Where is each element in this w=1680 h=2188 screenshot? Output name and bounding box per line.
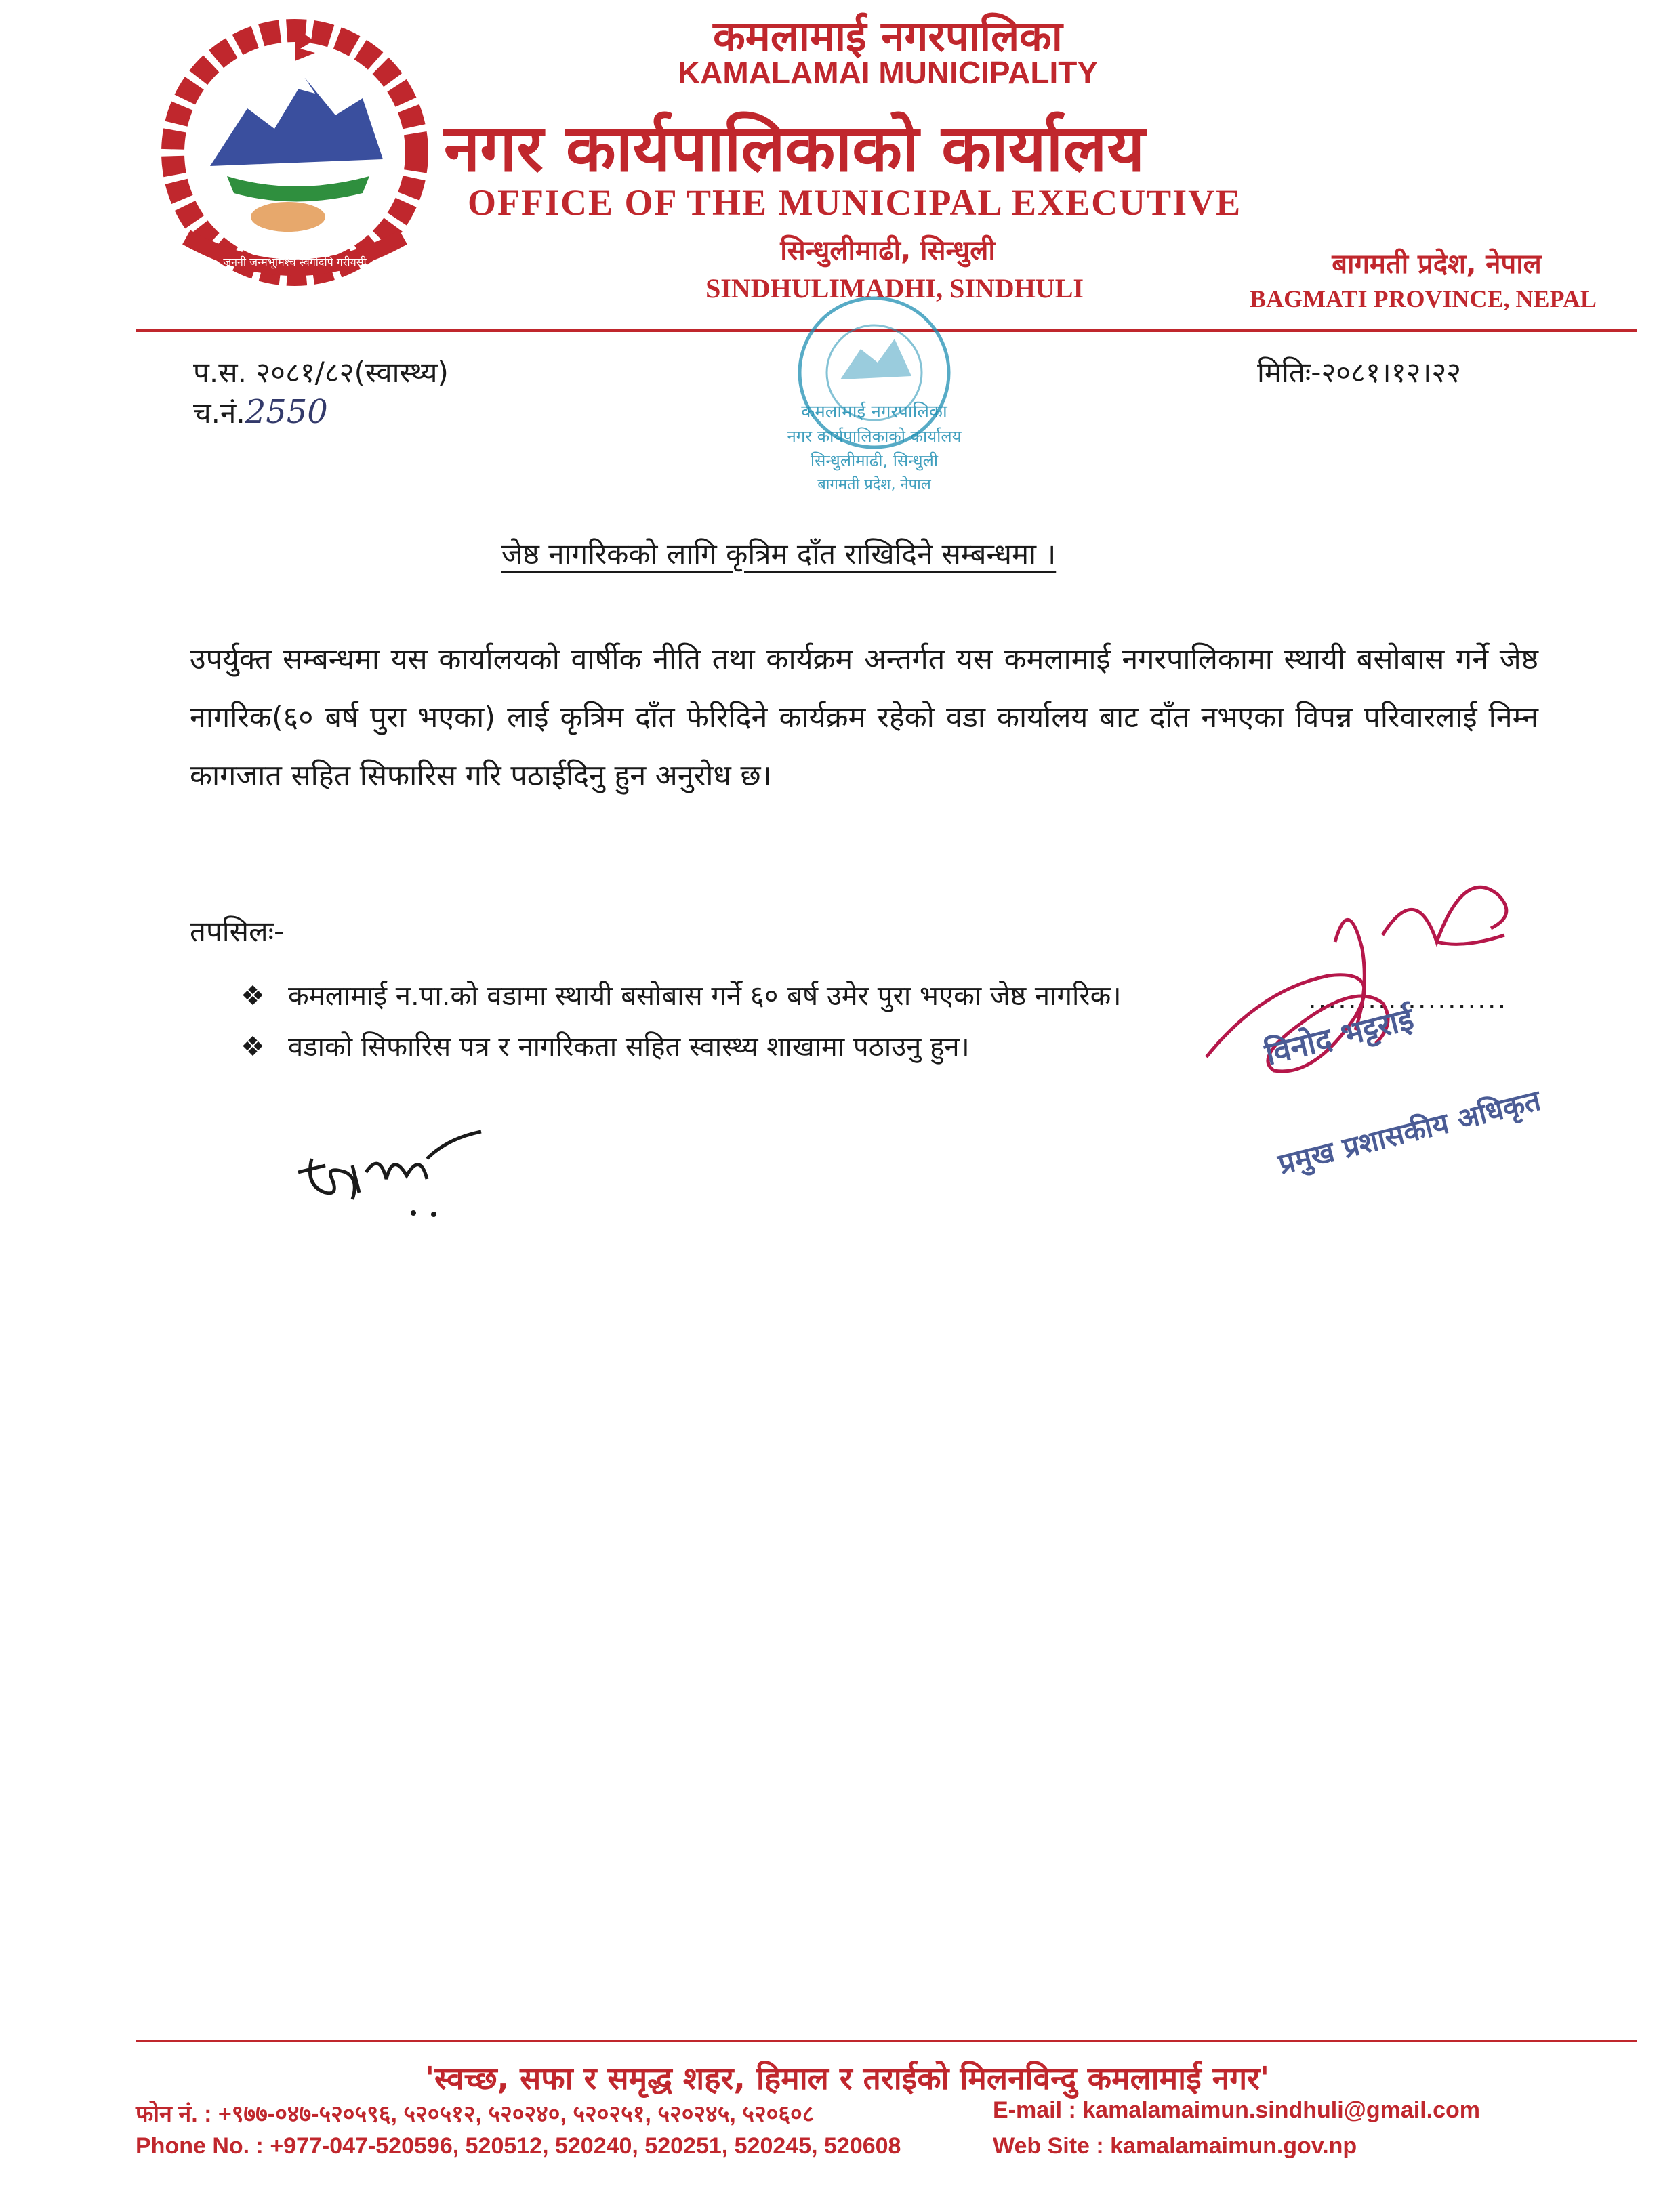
stamp-line4: बागमती प्रदेश, नेपाल — [817, 476, 931, 493]
office-stamp — [766, 285, 983, 501]
reference-number: प.स. २०८१/८२(स्वास्थ्य) — [193, 356, 449, 389]
bullet-icon: ❖ — [241, 1031, 265, 1062]
footer-email[interactable]: E-mail : kamalamaimun.sindhuli@gmail.com — [993, 2097, 1480, 2123]
stamp-line3: सिन्धुलीमाढी, सिन्धुली — [810, 451, 939, 470]
emblem-caption: जननी जन्मभूमिश्च स्वर्गादपि गरीयसी — [223, 255, 367, 268]
signature-initials — [285, 1111, 501, 1226]
footer-slogan: 'स्वच्छ, सफा र समृद्ध शहर, हिमाल र तराईको मिलनविन्दु कमलामाई नगर' — [424, 2060, 1270, 2097]
dispatch-number-row — [193, 393, 328, 432]
stamp-line2: नगर कार्यपालिकाको कार्यालय — [787, 427, 962, 446]
dispatch-number: 2550 — [245, 393, 328, 431]
province-en: BAGMATI PROVINCE, NEPAL — [1250, 285, 1597, 312]
footer-phone-np: फोन नं. : +९७७-०४७-५२०५९६, ५२०५१२, ५२०२४०, ५२०२५१, ५२०२४५, ५२०६०८ — [136, 2101, 815, 2127]
details-item-text: वडाको सिफारिस पत्र र नागरिकता सहित स्वास्थ्य शाखामा पठाउनु हुन। — [288, 1031, 970, 1062]
footer-divider — [136, 2040, 1637, 2042]
location-en: SINDHULIMADHI, SINDHULI — [705, 273, 1084, 304]
footer-phone-en: Phone No. : +977-047-520596, 520512, 520240, 520251, 520245, 520608 — [136, 2133, 901, 2159]
details-item — [241, 976, 1122, 1013]
signatory-name: विनोद भट्टराई — [1261, 999, 1418, 1073]
letter-date: मितिः-२०८१।१२।२२ — [1257, 356, 1462, 389]
details-item-text: कमलामाई न.पा.को वडामा स्थायी बसोबास गर्ने ६० बर्ष उमेर पुरा भएका जेष्ठ नागरिक। — [288, 981, 1122, 1012]
details-item — [241, 1027, 970, 1064]
signature-dots: .................... — [1308, 984, 1508, 1015]
footer-website[interactable]: Web Site : kamalamaimun.gov.np — [993, 2133, 1357, 2159]
location-np: सिन्धुलीमाढी, सिन्धुली — [780, 235, 996, 266]
nepal-emblem-icon — [146, 14, 444, 298]
province-np: बागमती प्रदेश, नेपाल — [1332, 249, 1542, 280]
office-name-np: नगर कार्यपालिकाको कार्यालय — [444, 110, 1145, 186]
dispatch-prefix: च.नं. — [193, 396, 245, 430]
municipality-name-en: KAMALAMAI MUNICIPALITY — [677, 55, 1099, 90]
stamp-line1: कमलामाई नगरपालिका — [801, 402, 947, 422]
letter-subject: जेष्ठ नागरिकको लागि कृत्रिम दाँत राखिदिने सम्बन्धमा । — [501, 537, 1057, 571]
signatory-title: प्रमुख प्रशासकीय अधिकृत — [1275, 1083, 1544, 1181]
details-label: तपसिलः- — [190, 915, 285, 948]
letter-body: उपर्युक्त सम्बन्धमा यस कार्यालयको वार्षीक नीति तथा कार्यक्रम अन्तर्गत यस कमलामाई नगरपालिकामा स्थायी बसोबास गर्ने जेष्ठ नागरिक(६० बर्ष पुरा भएका) लाई कृत्रिम दाँत फेरिदिने कार्यक्रम रहेको वडा कार्यालय बाट दाँत नभएका विपन्न परिवारलाई निम्न कागजात सहित सिफारिस गरि पठाईदिनु हुन अनुरोध छ। — [190, 642, 1538, 793]
bullet-icon: ❖ — [241, 981, 265, 1012]
municipality-name-np: कमलामाई नगरपालिका — [713, 12, 1063, 61]
office-name-en: OFFICE OF THE MUNICIPAL EXECUTIVE — [468, 182, 1242, 223]
